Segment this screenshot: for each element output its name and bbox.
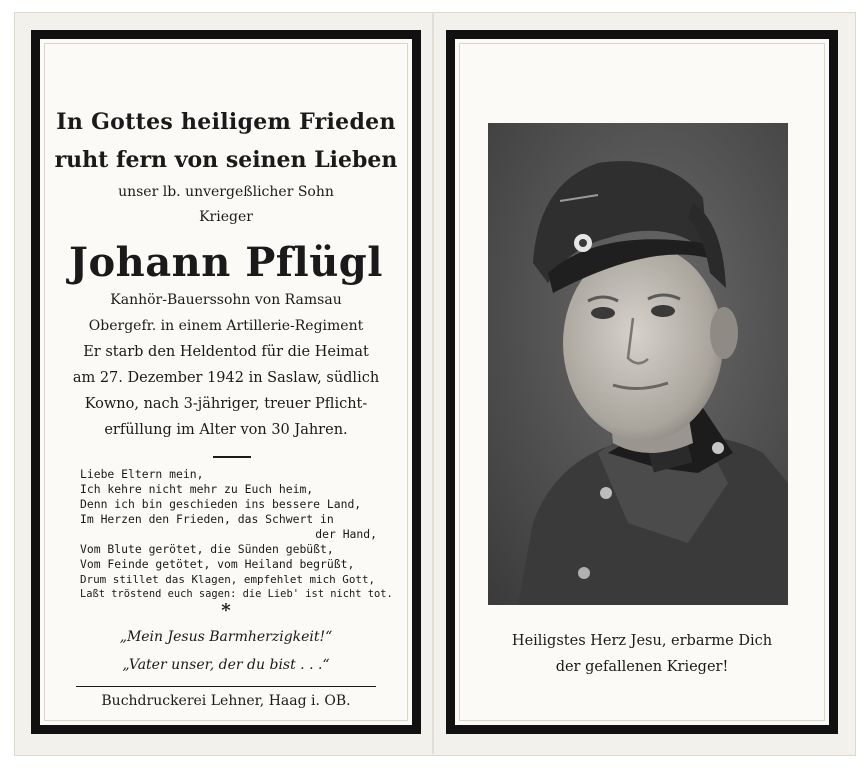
poem-line: der Hand, <box>315 527 377 541</box>
heading-line-3: unser lb. unvergeßlicher Sohn <box>118 184 334 200</box>
heading-line-4: Krieger <box>199 209 253 225</box>
prayer-line-2: der gefallenen Krieger! <box>555 659 729 675</box>
printer-divider <box>76 686 376 687</box>
heading-line-1: In Gottes heiligem Frieden <box>56 109 396 135</box>
card-fold <box>432 12 434 754</box>
poem-line: Drum stillet das Klagen, empfehlet mich Gott, <box>80 573 376 586</box>
bio-line-4: am 27. Dezember 1942 in Saslaw, südlich <box>72 370 380 386</box>
bio-line-5: Kowno, nach 3-jähriger, treuer Pflicht- <box>84 396 368 412</box>
bio-line-3: Er starb den Heldentod für die Heimat <box>83 344 369 360</box>
poem-line: Ich kehre nicht mehr zu Euch heim, <box>80 482 314 496</box>
bio-line-1: Kanhör-Bauerssohn von Ramsau <box>110 292 342 308</box>
poem-block <box>80 467 393 602</box>
left-panel <box>31 30 421 734</box>
poem-line: Denn ich bin geschieden ins bessere Land, <box>80 497 362 511</box>
portrait-illustration <box>488 123 788 605</box>
poem-line: Liebe Eltern mein, <box>80 467 204 481</box>
divider-rule <box>213 456 251 458</box>
printer-credit: Buchdruckerei Lehner, Haag i. OB. <box>101 693 351 709</box>
deceased-name: Johann Pflügl <box>69 239 383 286</box>
poem-line: Vom Feinde getötet, vom Heiland begrüßt, <box>80 557 355 571</box>
bio-line-2: Obergefr. in einem Artillerie-Regiment <box>88 318 364 334</box>
quote-line-2: „Vater unser, der du bist . . .“ <box>122 657 330 673</box>
heading-line-2: ruht fern von seinen Lieben <box>54 147 398 173</box>
prayer-line-1: Heiligstes Herz Jesu, erbarme Dich <box>511 633 773 649</box>
star-ornament: * <box>221 600 231 621</box>
soldier-portrait-photo <box>488 123 788 605</box>
poem-line: Laßt tröstend euch sagen: die Lieb' ist nicht tot. <box>80 588 393 600</box>
poem-line: Vom Blute gerötet, die Sünden gebüßt, <box>80 542 334 556</box>
right-panel <box>446 30 838 734</box>
quote-line-1: „Mein Jesus Barmherzigkeit!“ <box>119 629 333 645</box>
poem-line: Im Herzen den Frieden, das Schwert in <box>80 512 334 526</box>
bio-line-6: erfüllung im Alter von 30 Jahren. <box>104 422 348 438</box>
